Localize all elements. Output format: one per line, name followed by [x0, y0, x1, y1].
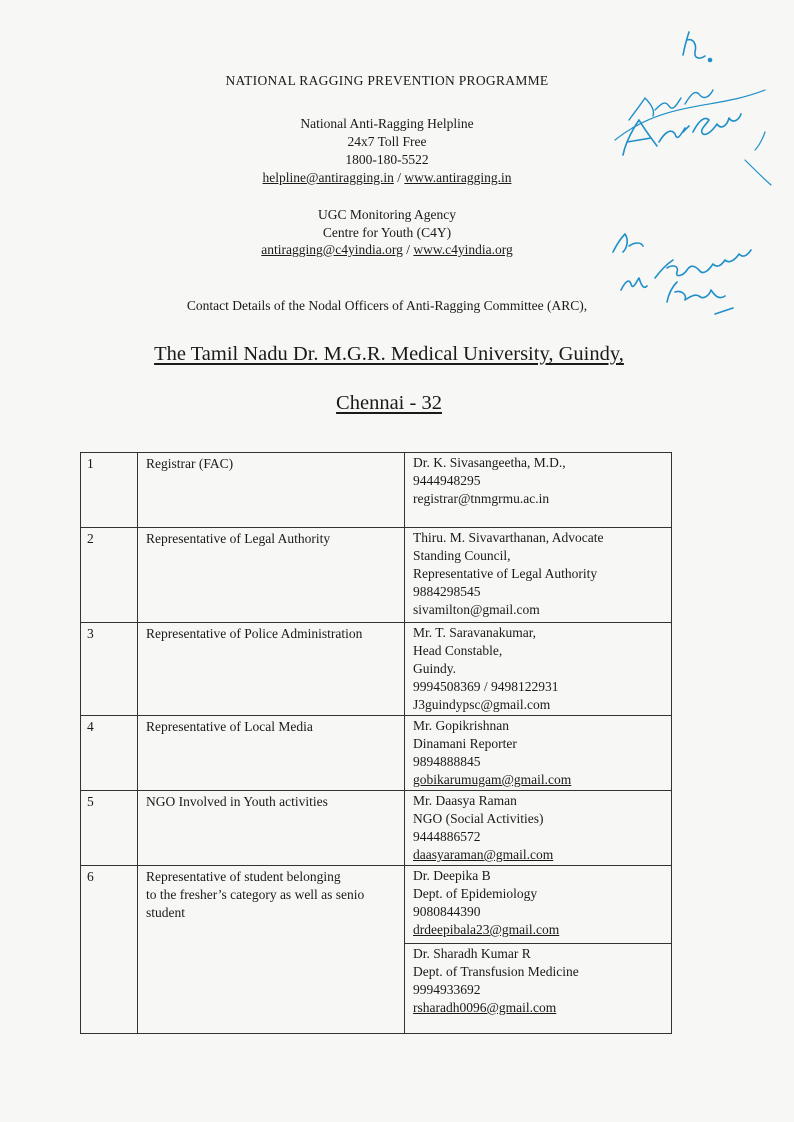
row-number: 4 [81, 716, 138, 791]
officer-email-link[interactable]: daasyaraman@gmail.com [413, 847, 554, 862]
university-city: Chennai - 32 [336, 392, 442, 414]
officer-email-link[interactable]: drdeepibala23@gmail.com [413, 922, 560, 937]
row-number: 6 [81, 866, 138, 1034]
officer-detail-line: Guindy. [413, 661, 456, 676]
role-line: Representative of Legal Authority [146, 531, 331, 546]
role-line: Representative of Police Administration [146, 626, 363, 641]
officer-details-cell [405, 623, 672, 716]
officer-detail-line: Mr. T. Saravanakumar, [413, 625, 537, 640]
helpline-availability: 24x7 Toll Free [347, 134, 427, 149]
officer-detail-line: Dept. of Transfusion Medicine [413, 964, 579, 979]
officer-detail-line: 9994933692 [413, 982, 481, 997]
officer-detail-line: 9080844390 [413, 904, 481, 919]
officer-row [81, 791, 672, 866]
officer-email-link[interactable]: sivamilton@gmail.com [413, 602, 540, 617]
officer-detail-line: Mr. Gopikrishnan [413, 718, 509, 733]
university-heading [0, 330, 786, 428]
officer-email-link[interactable]: J3guindypsc@gmail.com [413, 697, 551, 712]
officer-detail-line: Dr. Deepika B [413, 868, 491, 883]
officer-details-cell [405, 453, 672, 528]
officer-detail-line: Head Constable, [413, 643, 503, 658]
contact-intro: Contact Details of the Nodal Officers of Anti-Ragging Committee (ARC), [186, 298, 588, 313]
agency-email-link[interactable]: antiragging@c4yindia.org [261, 242, 403, 257]
role-line: to the fresher’s category as well as senio [146, 887, 365, 902]
role-cell [138, 453, 405, 528]
role-cell [138, 791, 405, 866]
officer-detail-line: 9994508369 / 9498122931 [413, 679, 559, 694]
university-name: The Tamil Nadu Dr. M.G.R. Medical University, Guindy, [154, 343, 624, 365]
helpline-phone: 1800-180-5522 [345, 152, 429, 167]
row-number: 1 [81, 453, 138, 528]
role-cell [138, 866, 405, 1034]
officer-details-cell [405, 716, 672, 791]
officer-detail-line: NGO (Social Activities) [413, 811, 544, 826]
programme-title: NATIONAL RAGGING PREVENTION PROGRAMME [225, 73, 549, 88]
officer-detail-line: Dinamani Reporter [413, 736, 517, 751]
role-cell [138, 528, 405, 623]
officer-details-cell [405, 528, 672, 623]
helpline-title: National Anti-Ragging Helpline [300, 116, 474, 131]
officer-detail-line: Dr. Sharadh Kumar R [413, 946, 531, 961]
role-line: NGO Involved in Youth activities [146, 794, 328, 809]
officer-detail-line: Dept. of Epidemiology [413, 886, 538, 901]
officer-email-link[interactable]: gobikarumugam@gmail.com [413, 772, 572, 787]
row-number: 3 [81, 623, 138, 716]
role-cell [138, 623, 405, 716]
row-number: 5 [81, 791, 138, 866]
nodal-officers-table [80, 452, 672, 1034]
agency-name: Centre for Youth (C4Y) [322, 224, 452, 240]
officer-detail-line: 9444886572 [413, 829, 481, 844]
officer-detail-line: Representative of Legal Authority [413, 566, 598, 581]
officer-detail-line: Mr. Daasya Raman [413, 793, 517, 808]
officer-details-cell [405, 944, 672, 1034]
officer-details-cell [405, 866, 672, 944]
officer-detail-line: Dr. K. Sivasangeetha, M.D., [413, 455, 566, 470]
officer-row [81, 866, 672, 944]
officer-row [81, 623, 672, 716]
role-line: Representative of student belonging [146, 869, 341, 884]
officer-detail-line: Standing Council, [413, 548, 511, 563]
row-number: 2 [81, 528, 138, 623]
officer-email-link[interactable]: registrar@tnmgrmu.ac.in [413, 491, 550, 506]
officer-detail-line: 9884298545 [413, 584, 481, 599]
role-line: student [146, 905, 185, 920]
officer-row [81, 528, 672, 623]
agency-title: UGC Monitoring Agency [318, 207, 456, 222]
agency-site-link[interactable]: www.c4yindia.org [413, 242, 513, 257]
link-separator: / [397, 170, 401, 185]
handwritten-annotation [595, 20, 794, 320]
role-line: Registrar (FAC) [146, 456, 234, 471]
helpline-site-link[interactable]: www.antiragging.in [404, 170, 512, 185]
officer-detail-line: 9894888845 [413, 754, 481, 769]
officer-row [81, 716, 672, 791]
helpline-email-link[interactable]: helpline@antiragging.in [262, 170, 394, 185]
officer-email-link[interactable]: rsharadh0096@gmail.com [413, 1000, 557, 1015]
officer-detail-line: 9444948295 [413, 473, 481, 488]
link-separator: / [406, 242, 410, 257]
officer-details-cell [405, 791, 672, 866]
officer-detail-line: Thiru. M. Sivavarthanan, Advocate [413, 530, 604, 545]
officer-row [81, 453, 672, 528]
role-cell [138, 716, 405, 791]
role-line: Representative of Local Media [146, 719, 313, 734]
